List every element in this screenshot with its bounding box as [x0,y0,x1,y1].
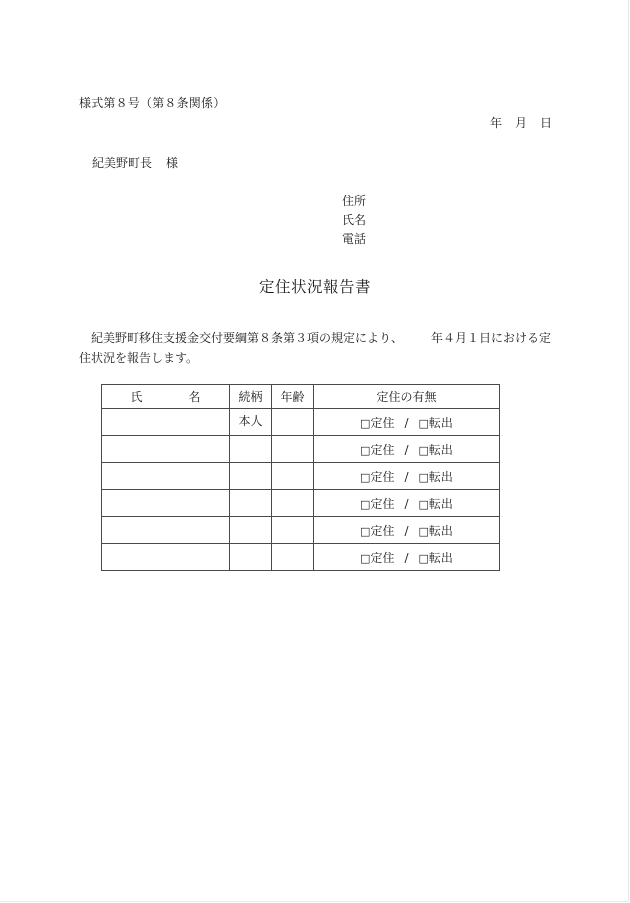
settled-label: 定住 [370,550,395,565]
checkbox-icon[interactable]: □ [360,443,371,457]
moved-out-label: 転出 [428,523,453,538]
settled-option[interactable] [360,495,394,512]
moved-out-option[interactable] [419,441,453,458]
body-line-2: 住状況を報告します。 [79,351,199,365]
relationship-cell[interactable] [230,463,272,490]
table-row [102,409,500,436]
settled-label: 定住 [370,523,395,538]
relationship-cell[interactable] [230,517,272,544]
age-cell[interactable] [272,490,314,517]
checkbox-icon[interactable]: □ [360,551,371,565]
form-number: 様式第８号（第８条関係） [79,96,226,110]
settled-label: 定住 [370,496,395,511]
table-row [102,436,500,463]
relationship-cell[interactable] [230,436,272,463]
checkbox-icon[interactable]: □ [418,443,429,457]
option-separator: / [404,469,409,484]
body-line-1 [79,328,553,348]
name-label: 氏名 [342,213,367,227]
moved-out-label: 転出 [428,415,453,430]
relationship-cell[interactable] [230,544,272,571]
checkbox-icon[interactable]: □ [418,470,429,484]
checkbox-icon[interactable]: □ [360,470,371,484]
age-cell[interactable] [272,463,314,490]
day-label: 日 [540,116,553,130]
name-cell[interactable] [102,463,230,490]
age-cell[interactable] [272,517,314,544]
relationship-cell[interactable] [230,490,272,517]
header-name-part1: 氏 [130,390,143,404]
header-name [102,385,230,409]
status-cell [314,544,500,571]
table-row [102,544,500,571]
year-label: 年 [490,116,503,130]
moved-out-option[interactable] [419,495,453,512]
checkbox-icon[interactable]: □ [360,416,371,430]
moved-out-option[interactable] [419,414,453,431]
header-age: 年齢 [272,385,314,409]
moved-out-label: 転出 [428,469,453,484]
settled-label: 定住 [370,415,395,430]
checkbox-icon[interactable]: □ [418,497,429,511]
checkbox-icon[interactable]: □ [418,416,429,430]
option-separator: / [404,442,409,457]
name-cell[interactable] [102,409,230,436]
option-separator: / [404,496,409,511]
applicant-fields [342,194,366,251]
phone-label: 電話 [342,232,367,246]
header-status: 定住の有無 [314,385,500,409]
body-text-part2: 年４月１日における定 [431,331,552,345]
moved-out-label: 転出 [428,442,453,457]
header-name-part2: 名 [188,390,201,404]
checkbox-icon[interactable]: □ [418,524,429,538]
addressee-honorific: 様 [166,156,179,170]
moved-out-option[interactable] [419,522,453,539]
checkbox-icon[interactable]: □ [418,551,429,565]
addressee [92,157,178,169]
settled-label: 定住 [370,442,395,457]
status-cell [314,490,500,517]
name-cell[interactable] [102,436,230,463]
option-separator: / [404,415,409,430]
settled-option[interactable] [360,549,394,566]
residence-status-table [101,384,500,571]
address-label: 住所 [342,194,367,208]
status-cell [314,463,500,490]
header-relationship: 続柄 [230,385,272,409]
checkbox-icon[interactable]: □ [360,524,371,538]
moved-out-option[interactable] [419,468,453,485]
relationship-cell[interactable]: 本人 [230,409,272,436]
name-cell[interactable] [102,544,230,571]
table-row [102,517,500,544]
addressee-name: 紀美野町長 [92,156,153,170]
name-cell[interactable] [102,490,230,517]
moved-out-label: 転出 [428,550,453,565]
month-label: 月 [515,116,528,130]
settled-option[interactable] [360,414,394,431]
document-title: 定住状況報告書 [258,278,371,296]
settled-option[interactable] [360,468,394,485]
name-cell[interactable] [102,517,230,544]
settled-option[interactable] [360,522,394,539]
age-cell[interactable] [272,436,314,463]
option-separator: / [404,523,409,538]
status-cell [314,409,500,436]
status-cell [314,436,500,463]
table-row [102,490,500,517]
table-row [102,463,500,490]
age-cell[interactable] [272,409,314,436]
status-cell [314,517,500,544]
moved-out-label: 転出 [428,496,453,511]
table-header-row [102,385,500,409]
body-paragraph [79,328,553,368]
body-text-part1: 紀美野町移住支援金交付要綱第８条第３項の規定により、 [91,331,404,345]
age-cell[interactable] [272,544,314,571]
settled-label: 定住 [370,469,395,484]
checkbox-icon[interactable]: □ [360,497,371,511]
date-line [490,117,552,129]
settled-option[interactable] [360,441,394,458]
moved-out-option[interactable] [419,549,453,566]
option-separator: / [404,550,409,565]
